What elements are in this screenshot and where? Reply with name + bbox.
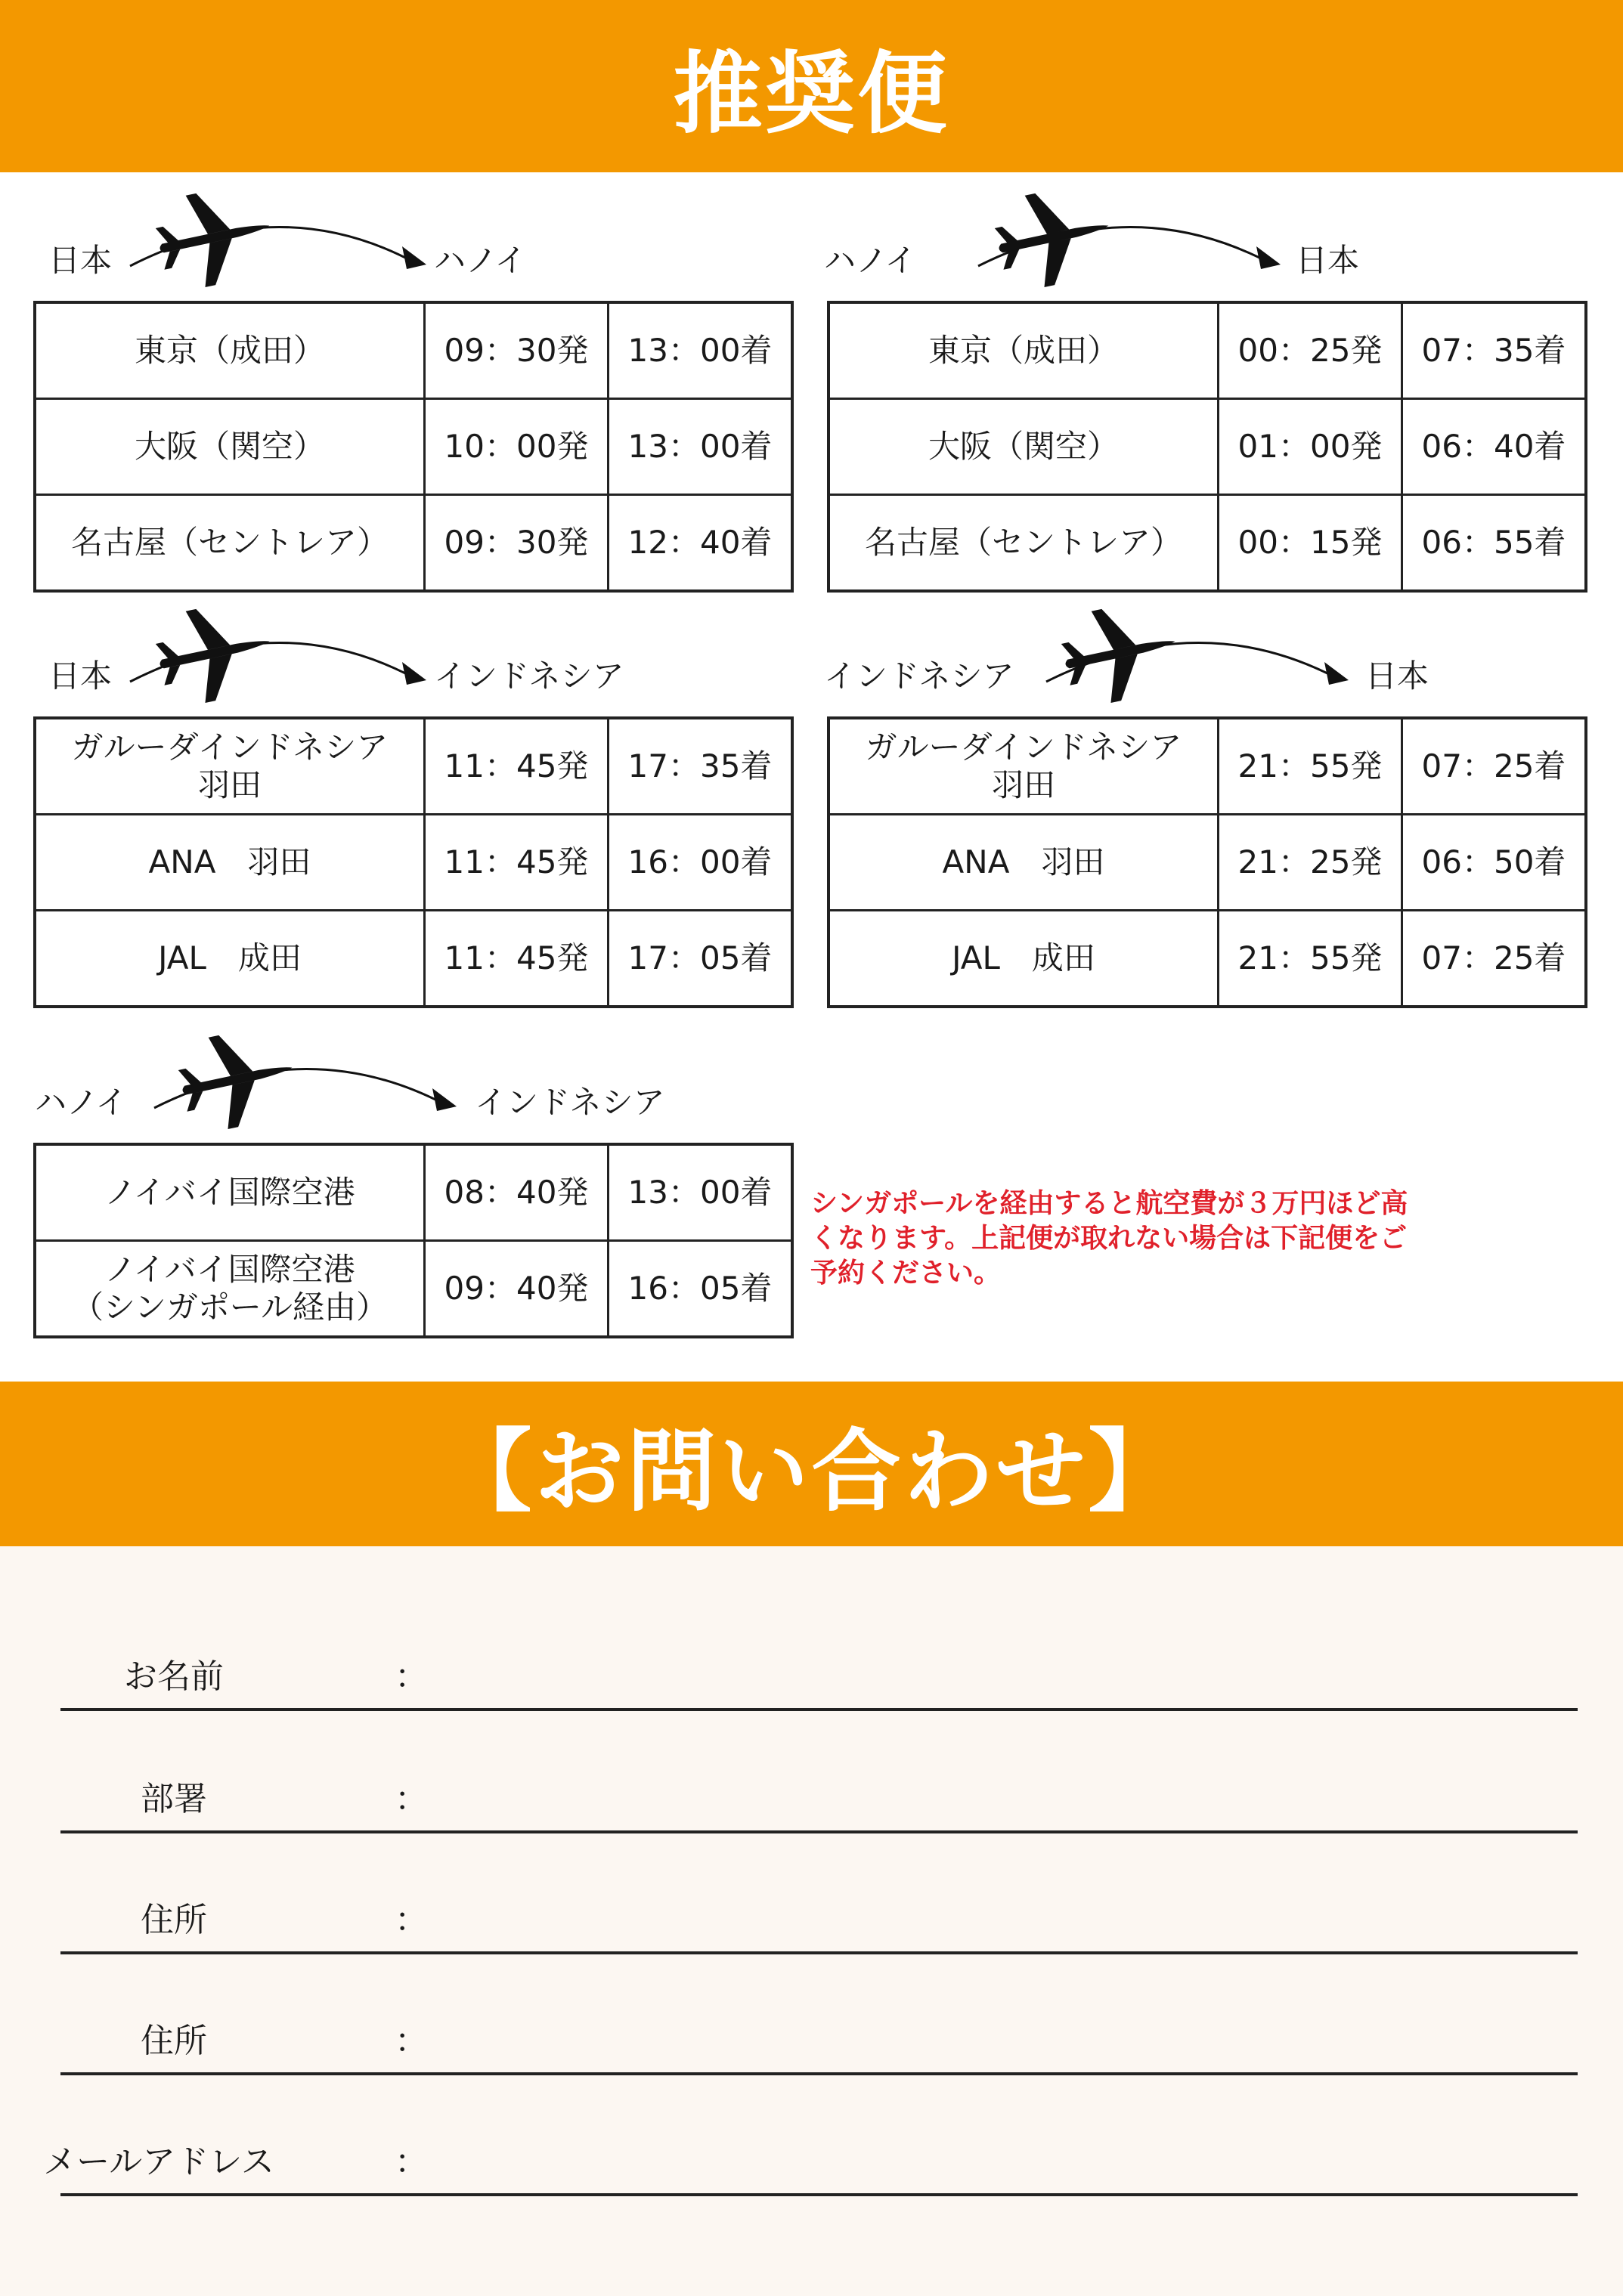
table-row — [35, 718, 792, 815]
airplane-icon — [150, 180, 280, 295]
form-field-label: 住所 — [141, 1901, 207, 1939]
route-destination: 日本 — [1296, 242, 1360, 279]
route-arc — [33, 198, 789, 281]
arrow-head-icon — [1256, 246, 1281, 269]
airport-name: ノイバイ国際空港 — [104, 1250, 355, 1288]
airport-cell — [35, 815, 425, 911]
airport-name: ANA 羽田 — [942, 843, 1105, 880]
departure-time: 00：25発 — [1219, 302, 1402, 399]
route-destination: 日本 — [1365, 658, 1429, 695]
airport-name: 羽田 — [197, 766, 262, 803]
airport-cell — [35, 1144, 425, 1241]
arrival-time: 07：25着 — [1402, 911, 1587, 1007]
table-row — [35, 911, 792, 1007]
arrival-time: 07：35着 — [1402, 302, 1587, 399]
airport-name: 東京（成田） — [928, 331, 1119, 369]
form-input-line[interactable] — [60, 1708, 1578, 1711]
departure-time: 09：40発 — [425, 1241, 609, 1338]
singapore-note: シンガポールを経由すると航空費が３万円ほど高くなります。上記便が取れない場合は下記便をご予約ください。 — [810, 1188, 1408, 1289]
route-origin: 日本 — [48, 658, 113, 695]
route-origin: 日本 — [48, 242, 113, 279]
header-banner — [0, 0, 1623, 172]
arrow-head-icon — [402, 662, 426, 685]
form-colon: ： — [395, 1780, 428, 1818]
form-input-line[interactable] — [60, 2072, 1578, 2075]
route-destination: インドネシア — [434, 658, 624, 695]
airport-cell — [35, 495, 425, 592]
form-input-line[interactable] — [60, 1951, 1578, 1954]
airport-name: ガルーダインドネシア — [865, 728, 1182, 766]
airport-name: JAL 成田 — [158, 939, 302, 976]
arrival-time: 13：00着 — [609, 1144, 793, 1241]
departure-time: 21：55発 — [1219, 718, 1402, 815]
airplane-icon — [173, 1022, 302, 1137]
arrow-head-icon — [432, 1088, 457, 1111]
arrival-time: 13：00着 — [609, 302, 793, 399]
table-row — [829, 399, 1586, 495]
form-field-row[interactable] — [0, 2000, 1623, 2075]
form-colon: ： — [395, 2022, 428, 2060]
route-origin: ハノイ — [824, 242, 917, 279]
arrival-time: 06：50着 — [1402, 815, 1587, 911]
arrival-time: 06：40着 — [1402, 399, 1587, 495]
arrival-time: 17：35着 — [609, 718, 793, 815]
arrival-time: 13：00着 — [609, 399, 793, 495]
form-colon: ： — [395, 1901, 428, 1939]
form-field-row[interactable] — [0, 1879, 1623, 1954]
table-row — [829, 911, 1586, 1007]
route-arc — [33, 614, 789, 697]
flight-table — [33, 1143, 794, 1338]
route-arc — [33, 1040, 789, 1123]
departure-time: 08：40発 — [425, 1144, 609, 1241]
departure-time: 10：00発 — [425, 399, 609, 495]
airport-name: 名古屋（セントレア） — [864, 523, 1182, 561]
airport-name: JAL 成田 — [952, 939, 1095, 976]
airplane-icon — [990, 180, 1119, 295]
flight-table — [33, 301, 794, 593]
airplane-icon — [150, 596, 280, 710]
airport-cell — [35, 399, 425, 495]
airport-cell — [829, 399, 1219, 495]
table-row — [829, 718, 1586, 815]
form-field-label: 部署 — [141, 1780, 207, 1818]
airport-cell — [829, 495, 1219, 592]
airport-name: 大阪（関空） — [928, 427, 1119, 465]
form-field-row[interactable] — [0, 2121, 1623, 2196]
table-row — [35, 815, 792, 911]
airport-name: 名古屋（セントレア） — [70, 523, 389, 561]
arrival-time: 06：55着 — [1402, 495, 1587, 592]
departure-time: 21：55発 — [1219, 911, 1402, 1007]
form-input-line[interactable] — [60, 2193, 1578, 2196]
route-arc — [827, 198, 1583, 281]
airport-cell — [829, 911, 1219, 1007]
airport-name: ANA 羽田 — [148, 843, 311, 880]
route-arc — [827, 614, 1583, 697]
departure-time: 21：25発 — [1219, 815, 1402, 911]
arrow-head-icon — [402, 246, 426, 269]
table-row — [35, 302, 792, 399]
airport-name: （シンガポール経由） — [71, 1289, 389, 1326]
table-row — [829, 495, 1586, 592]
form-field-label: 住所 — [141, 2022, 207, 2060]
departure-time: 09：30発 — [425, 302, 609, 399]
airport-name: 東京（成田） — [134, 331, 325, 369]
route-heading — [33, 614, 789, 697]
page-title: 推奨便 — [673, 42, 950, 146]
route-origin: ハノイ — [35, 1084, 128, 1121]
form-field-label: お名前 — [124, 1657, 224, 1696]
form-input-line[interactable] — [60, 1830, 1578, 1833]
table-row — [35, 1241, 792, 1338]
form-field-label: メールアドレス — [43, 2143, 274, 2181]
departure-time: 11：45発 — [425, 815, 609, 911]
contact-title: 【お問い合わせ】 — [442, 1419, 1181, 1524]
route-heading — [33, 1040, 789, 1123]
contact-banner — [0, 1382, 1623, 1546]
table-row — [35, 495, 792, 592]
table-row — [35, 399, 792, 495]
table-row — [829, 302, 1586, 399]
airport-cell — [35, 911, 425, 1007]
arrival-time: 16：00着 — [609, 815, 793, 911]
route-destination: ハノイ — [434, 242, 527, 279]
airport-cell — [829, 815, 1219, 911]
airport-name: 羽田 — [991, 766, 1055, 803]
airport-cell — [35, 1241, 425, 1338]
airport-name: ガルーダインドネシア — [71, 728, 389, 766]
departure-time: 11：45発 — [425, 718, 609, 815]
form-field-row[interactable] — [0, 1758, 1623, 1833]
departure-time: 11：45発 — [425, 911, 609, 1007]
airport-name: ノイバイ国際空港 — [104, 1173, 355, 1211]
departure-time: 09：30発 — [425, 495, 609, 592]
form-colon: ： — [395, 1657, 428, 1696]
departure-time: 00：15発 — [1219, 495, 1402, 592]
arrival-time: 16：05着 — [609, 1241, 793, 1338]
form-field-row[interactable] — [0, 1635, 1623, 1711]
flight-table — [33, 716, 794, 1008]
arrival-time: 17：05着 — [609, 911, 793, 1007]
flight-table — [827, 716, 1587, 1008]
contact-form — [0, 1546, 1623, 2296]
arrival-time: 07：25着 — [1402, 718, 1587, 815]
departure-time: 01：00発 — [1219, 399, 1402, 495]
airport-cell — [829, 302, 1219, 399]
airport-cell — [829, 718, 1219, 815]
flight-table — [827, 301, 1587, 593]
route-heading — [824, 198, 1583, 281]
airport-cell — [35, 718, 425, 815]
table-row — [829, 815, 1586, 911]
arrow-head-icon — [1324, 662, 1349, 685]
airport-name: 大阪（関空） — [134, 427, 325, 465]
route-origin: インドネシア — [824, 658, 1014, 695]
arrival-time: 12：40着 — [609, 495, 793, 592]
route-heading — [824, 614, 1583, 697]
route-destination: インドネシア — [475, 1084, 665, 1121]
airport-cell — [35, 302, 425, 399]
table-row — [35, 1144, 792, 1241]
route-heading — [33, 198, 789, 281]
airplane-icon — [1056, 596, 1185, 710]
form-colon: ： — [395, 2143, 428, 2181]
